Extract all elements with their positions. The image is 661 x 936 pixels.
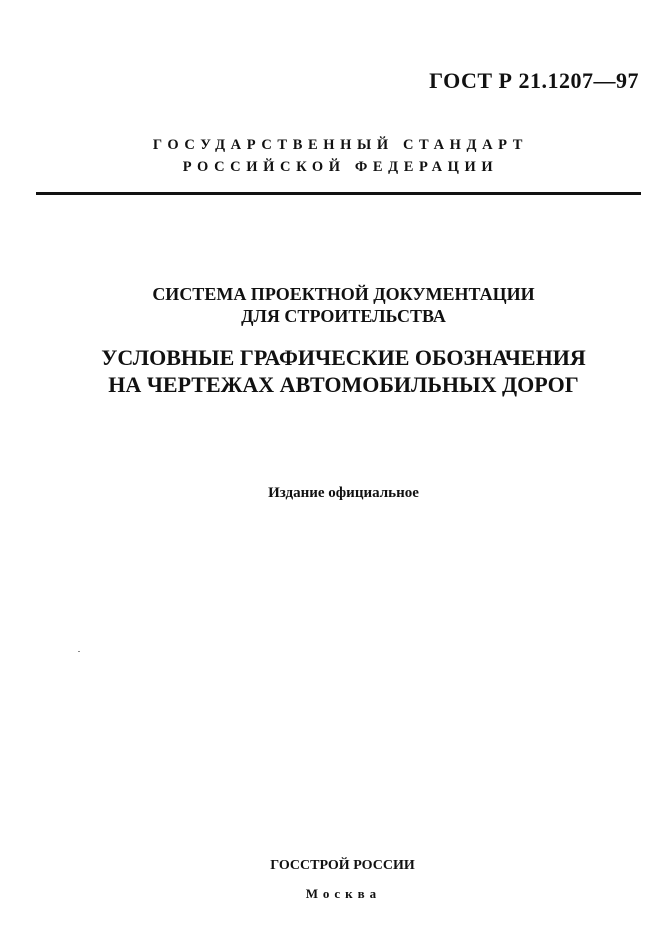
- system-title-line-1: СИСТЕМА ПРОЕКТНОЙ ДОКУМЕНТАЦИИ: [152, 284, 535, 304]
- standard-designation: ГОСТ Р 21.1207—97: [429, 68, 639, 93]
- publisher-name: ГОССТРОЙ РОССИИ: [270, 858, 415, 873]
- publication-city: Москва: [305, 886, 382, 901]
- edition-label: Издание официальное: [268, 485, 419, 501]
- standard-type-heading: [0, 134, 661, 178]
- standard-type-line-2: РОССИЙСКОЙ ФЕДЕРАЦИИ: [182, 159, 499, 175]
- document-title: [0, 344, 661, 398]
- document-title-line-1: УСЛОВНЫЕ ГРАФИЧЕСКИЕ ОБОЗНАЧЕНИЯ: [101, 345, 586, 370]
- system-title-line-2: ДЛЯ СТРОИТЕЛЬСТВА: [241, 306, 446, 326]
- scan-speck: [78, 651, 80, 652]
- system-title: [0, 283, 661, 327]
- document-title-line-2: НА ЧЕРТЕЖАХ АВТОМОБИЛЬНЫХ ДОРОГ: [108, 372, 579, 397]
- horizontal-rule: [36, 192, 641, 195]
- standard-type-line-1: ГОСУДАРСТВЕННЫЙ СТАНДАРТ: [152, 137, 529, 153]
